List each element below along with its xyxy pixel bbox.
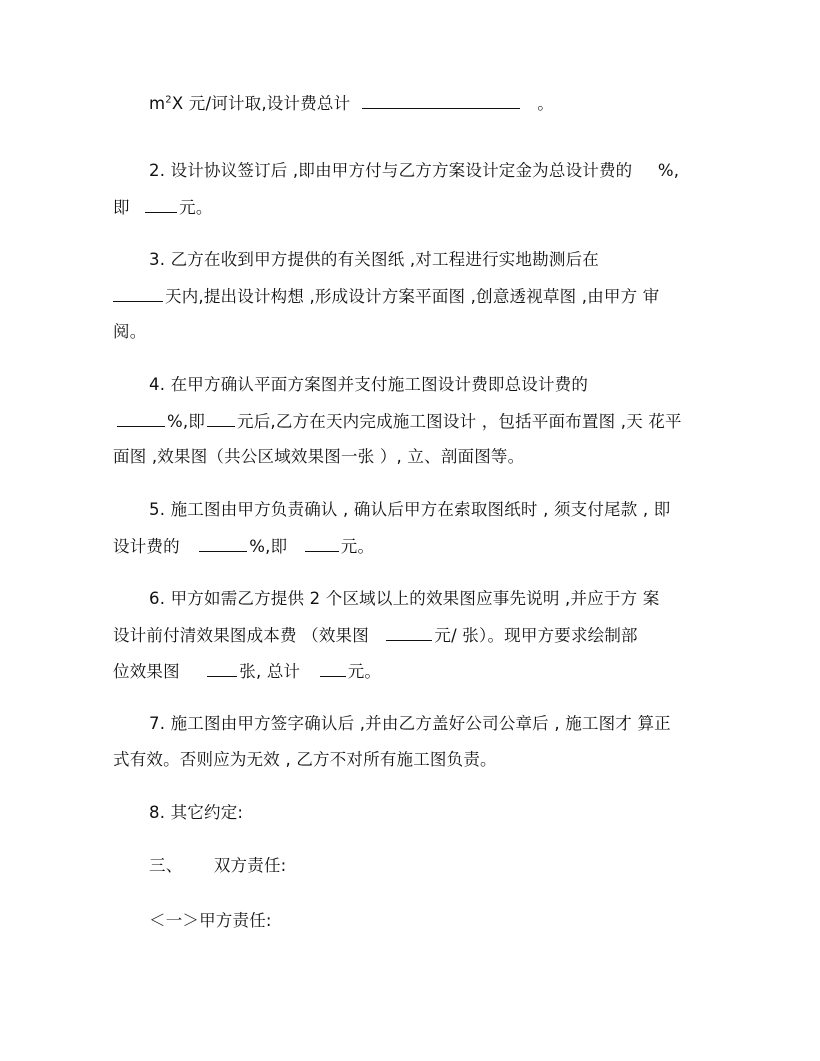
clause-8-text: 8. 其它约定: [149, 803, 244, 822]
clause-5-ji: %,即 [249, 537, 288, 556]
clause-6-line-3 [113, 660, 381, 683]
deposit-amount-blank [145, 196, 177, 213]
clause-2-yuan: 元。 [179, 198, 213, 217]
fee-total-line [149, 92, 554, 115]
clause-2-line-2 [113, 196, 213, 219]
period: 。 [537, 94, 554, 113]
clause-5-yuan: 元。 [340, 537, 375, 556]
clause-2-ji: 即 [113, 198, 130, 217]
clause-6-text-4: 位效果图 [113, 662, 180, 681]
clause-3-text-2: 天内,提出设计构想 ,形成设计方案平面图 ,创意透视草图 ,由甲方 审 [165, 287, 660, 306]
clause-4-line-1 [149, 374, 588, 396]
clause-3-line-2 [113, 285, 659, 308]
clause-7-line-2 [113, 749, 497, 771]
rendering-count-blank [207, 660, 237, 677]
section-3-heading [149, 855, 286, 877]
clause-8 [149, 802, 243, 824]
construction-fee-blank [207, 410, 235, 427]
unit-superscript: 2 [165, 94, 172, 106]
clause-6-text-2: 设计前付清效果图成本费 （效果图 [113, 626, 369, 645]
clause-4-text-3: 面图 ,效果图（共公区域效果图一张 ）, 立、剖面图等。 [113, 447, 525, 466]
clause-5-line-2 [113, 535, 374, 558]
clause-6-line-2 [113, 624, 638, 647]
section-3-number: 三、 [149, 856, 183, 875]
clause-6-text: 6. 甲方如需乙方提供 2 个区域以上的效果图应事先说明 ,并应于方 案 [149, 589, 660, 608]
fee-text: X 元/诃计取,设计费总计 [171, 94, 351, 113]
party-a-responsibility-title: ＜一＞甲方责任: [149, 911, 272, 930]
rendering-cost-blank [386, 624, 432, 641]
clause-4-text-2: 元后,乙方在天内完成施工图设计 ，包括平面布置图 ,天 花平 [237, 412, 682, 431]
clause-5-text-2: 设计费的 [113, 537, 180, 556]
party-a-responsibility-heading [149, 910, 272, 932]
clause-6-text-5: 张, 总计 [239, 662, 301, 681]
clause-4-line-2 [117, 410, 682, 433]
clause-5-text: 5. 施工图由甲方负责确认 , 确认后甲方在索取图纸时 , 须支付尾款 , 即 [149, 500, 671, 519]
clause-2-percent: %, [657, 161, 680, 180]
unit-m: m [149, 94, 166, 113]
clause-4-text: 4. 在甲方确认平面方案图并支付施工图设计费即总设计费的 [149, 375, 589, 394]
section-3-title: 双方责任: [213, 856, 287, 875]
clause-7-text: 7. 施工图由甲方签字确认后 ,并由乙方盖好公司公章后 , 施工图才 算正 [149, 714, 671, 733]
percent-blank [117, 410, 165, 427]
rendering-total-blank [320, 660, 346, 677]
clause-3-text-3: 阅。 [113, 322, 147, 341]
clause-6-yuan: 元。 [347, 662, 382, 681]
clause-4-ji: %,即 [167, 412, 206, 431]
clause-3-text: 3. 乙方在收到甲方提供的有关图纸 ,对工程进行实地勘测后在 [149, 250, 599, 269]
final-percent-blank [199, 535, 247, 552]
clause-6-line-1 [149, 588, 659, 610]
clause-2-text: 2. 设计协议签订后 ,即由甲方付与乙方方案设计定金为总设计费的 [149, 161, 633, 180]
days-blank [113, 285, 163, 302]
total-fee-blank [362, 92, 520, 109]
clause-2-line-1 [149, 160, 679, 182]
clause-5-line-1 [149, 499, 671, 521]
clause-6-text-3: 元/ 张）。现甲方要求绘制部 [434, 626, 638, 645]
clause-3-line-1 [149, 249, 599, 271]
final-amount-blank [305, 535, 339, 552]
clause-7-text-2: 式有效。否则应为无效 , 乙方不对所有施工图负责。 [113, 750, 497, 769]
clause-4-line-3 [113, 446, 524, 468]
clause-7-line-1 [149, 713, 671, 735]
clause-3-line-3 [113, 321, 146, 343]
